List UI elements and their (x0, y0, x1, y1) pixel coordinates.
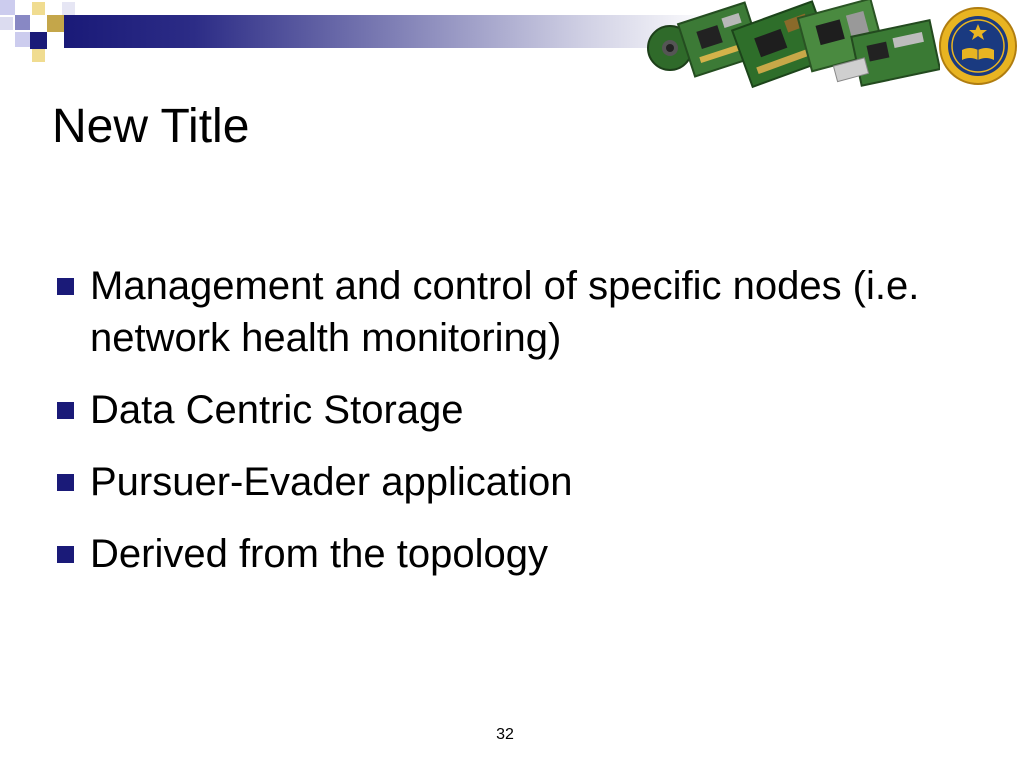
university-seal-icon (938, 6, 1018, 86)
sensor-boards-photo-icon (640, 0, 940, 95)
bullet-square-icon (57, 546, 74, 563)
bullet-square-icon (57, 474, 74, 491)
bullet-item (52, 260, 992, 364)
bullet-item (52, 456, 992, 508)
bullet-list (52, 260, 992, 600)
header-gradient-band (64, 15, 714, 48)
bullet-text: Data Centric Storage (90, 388, 464, 432)
bullet-square-icon (57, 402, 74, 419)
bullet-square-icon (57, 278, 74, 295)
bullet-item (52, 528, 992, 580)
bullet-text: Management and control of specific nodes (i.e. network health monitoring) (90, 264, 920, 360)
header-banner (0, 0, 1024, 95)
bullet-text: Pursuer-Evader application (90, 460, 573, 504)
page-number: 32 (496, 726, 514, 743)
bullet-item (52, 384, 992, 436)
bullet-text: Derived from the topology (90, 532, 549, 576)
slide-title: New Title (52, 100, 250, 153)
